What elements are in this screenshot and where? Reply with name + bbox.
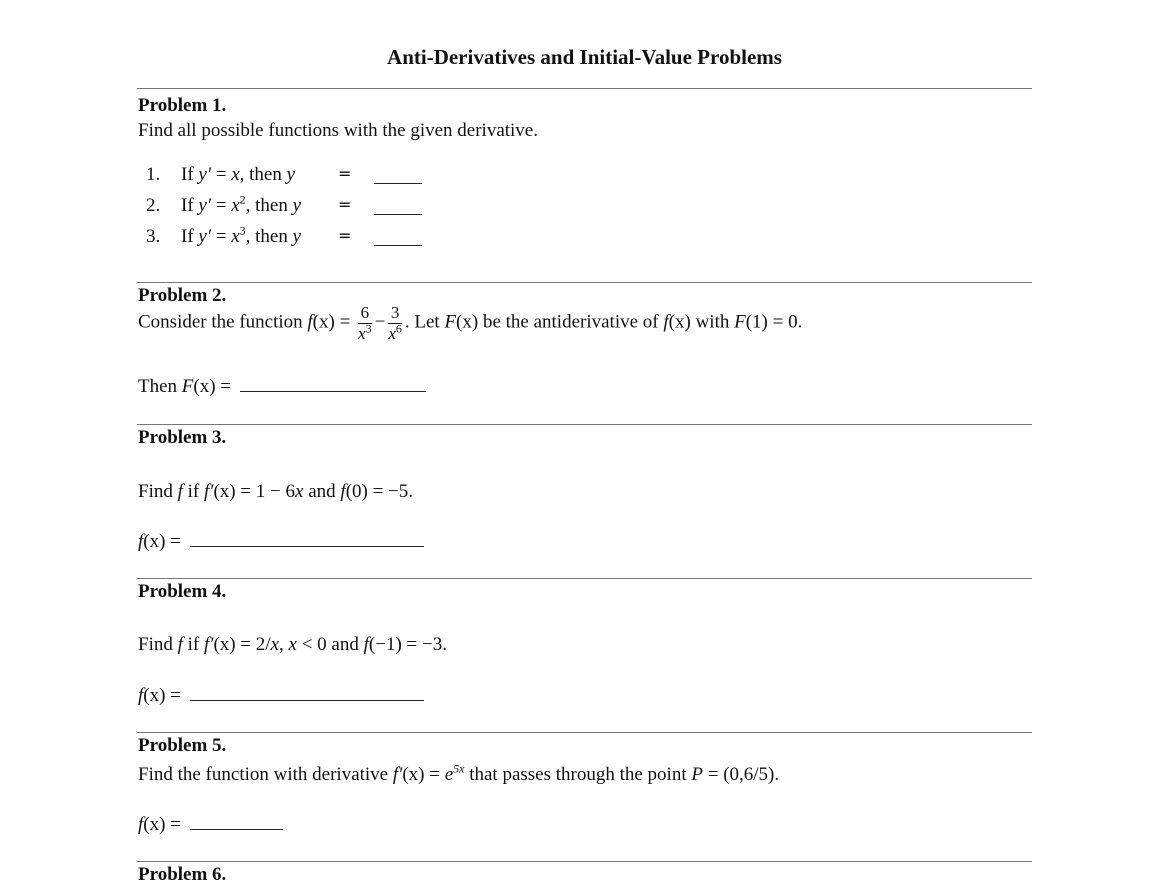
problem-4-answer-line: f(x) =: [138, 685, 424, 707]
problem-4-heading: Problem 4.: [138, 581, 227, 602]
divider: [137, 282, 1032, 283]
problem-2-statement: Consider the function f(x) = $\frac{6}{x^3}$ − $\frac{3}{x^6}$ . Let F(x) be the antiderivative of f(x) with F(1) = 0.: [138, 303, 803, 343]
answer-blank[interactable]: [374, 183, 422, 184]
divider: [137, 578, 1032, 579]
item-number: 1.: [146, 164, 161, 185]
answer-blank[interactable]: [190, 545, 424, 547]
item-number: 3.: [146, 226, 161, 247]
item-text: If $y' = x^2$, then y: [181, 192, 302, 216]
divider: [137, 88, 1032, 89]
problem-5-answer-line: f(x) =: [138, 814, 283, 836]
divider: [137, 424, 1032, 425]
problem-3-heading: Problem 3.: [138, 427, 227, 448]
equals-sign: =: [338, 195, 352, 214]
page-title: Anti-Derivatives and Initial-Value Problems: [387, 45, 782, 69]
problem-2-heading: Problem 2.: [138, 285, 227, 306]
equals-sign: =: [338, 226, 352, 245]
equals-sign: =: [338, 164, 352, 183]
problem-1-instruction: Find all possible functions with the given derivative.: [138, 120, 538, 141]
answer-blank[interactable]: [374, 214, 422, 215]
item-text: If $y' = x^3$, then y: [181, 223, 302, 247]
problem-4-statement: Find f if f′(x) = 2/x, x < 0 and f(−1) = −3.: [138, 634, 447, 655]
divider: [137, 861, 1032, 862]
item-number: 2.: [146, 195, 161, 216]
problem-1-heading: Problem 1.: [138, 95, 227, 116]
fraction-3-over-x6: $\frac{3}{x^6}$: [388, 303, 402, 343]
answer-blank[interactable]: [190, 699, 424, 701]
problem-5-heading: Problem 5.: [138, 735, 227, 756]
problem-5-statement: Find the function with derivative $f'(x) = e^{5x}$ that passes through the point P = (0,6/5).: [138, 761, 780, 785]
problem-3-statement: Find f if f′(x) = 1 − 6x and f(0) = −5.: [138, 481, 414, 502]
problem-2-answer-line: Then F(x) =: [138, 376, 426, 398]
answer-blank[interactable]: [374, 245, 422, 246]
answer-blank[interactable]: [240, 390, 426, 392]
problem-3-answer-line: f(x) =: [138, 531, 424, 553]
answer-blank[interactable]: [190, 828, 283, 830]
divider: [137, 732, 1032, 733]
problem-6-heading: Problem 6.: [138, 864, 227, 885]
fraction-6-over-x3: $\frac{6}{x^3}$: [358, 303, 372, 343]
item-text: If y′ = x, then y: [181, 164, 296, 185]
